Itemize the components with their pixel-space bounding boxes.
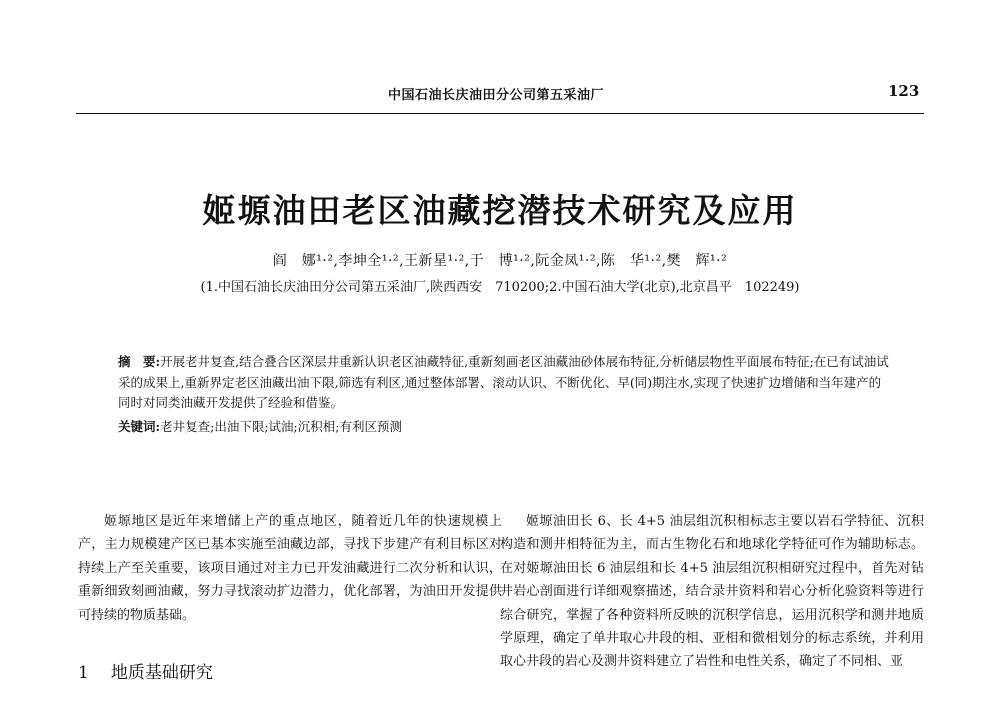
header-rule	[76, 113, 924, 114]
author-list: 阎 娜¹·²,李坤全¹·²,王新星¹·²,于 博¹·²,阮金凤¹·²,陈 华¹·²,樊 辉¹·²	[272, 253, 728, 269]
paper-title: 姬塬油田老区油藏挖潜技术研究及应用	[202, 191, 798, 230]
body-paragraph: 姬塬油田长 6、长 4+5 油层组沉积相标志主要以岩石学特征、沉积构造和测井相特征为主，而古生物化石和地球化学特征可作为辅助标志。在对姬塬油田长 6 油层组和长 4+5 油层组沉积相研究过程中，首先对钻井岩心剖面进行详细观察描述，结合录井资料和岩心分析化验资料等进行综合研究，掌握了各种资料所反映的沉积学信息，运用沉积学和测井地质学原理，确定了单井取心井段的相、亚相和微相划分的标志系统，并利用取心井段的岩心及测井资料建立了岩性和电性关系，确定了不同相、亚	[500, 514, 924, 670]
running-header: 中国石油长庆油田分公司第五采油厂	[388, 88, 605, 103]
body-column-left	[78, 510, 502, 627]
section-title: 地质基础研究	[110, 663, 213, 683]
section-heading	[78, 658, 235, 683]
keywords-label: 关键词:	[118, 418, 161, 434]
abstract-label: 摘 要:	[118, 354, 161, 369]
body-paragraph: 姬塬地区是近年来增储上产的重点地区，随着近几年的快速规模上产，主力规模建产区已基本实施至油藏边部，寻找下步建产有利目标区对持续上产至关重要，该项目通过对主力已开发油藏进行二次分析和认识，重新细致刻画油藏，努力寻找滚动扩边潜力，优化部署，为油田开发提供可持续的物质基础。	[78, 514, 502, 623]
abstract	[118, 352, 890, 414]
abstract-text: 开展老井复查,结合叠合区深层井重新认识老区油藏特征,重新刻画老区油藏油砂体展布特征,分析储层物性平面展布特征;在已有试油试采的成果上,重新界定老区油藏出油下限,筛选有利区,通过整体部署、滚动认识、不断优化、早(同)期注水,实现了快速扩边增储和当年建产的同时对同类油藏开发提供了经验和借鉴。	[118, 354, 889, 410]
section-number: 1	[78, 663, 89, 683]
abstract-block	[118, 352, 890, 437]
keywords-text: 老井复查;出油下限;试油;沉积相;有利区预测	[160, 418, 402, 434]
affiliations: (1.中国石油长庆油田分公司第五采油厂,陕西西安 710200;2.中国石油大学(北京),北京昌平 102249)	[200, 280, 800, 295]
page-number: 123	[888, 82, 920, 100]
keywords	[118, 417, 890, 438]
body-column-right	[500, 510, 924, 674]
